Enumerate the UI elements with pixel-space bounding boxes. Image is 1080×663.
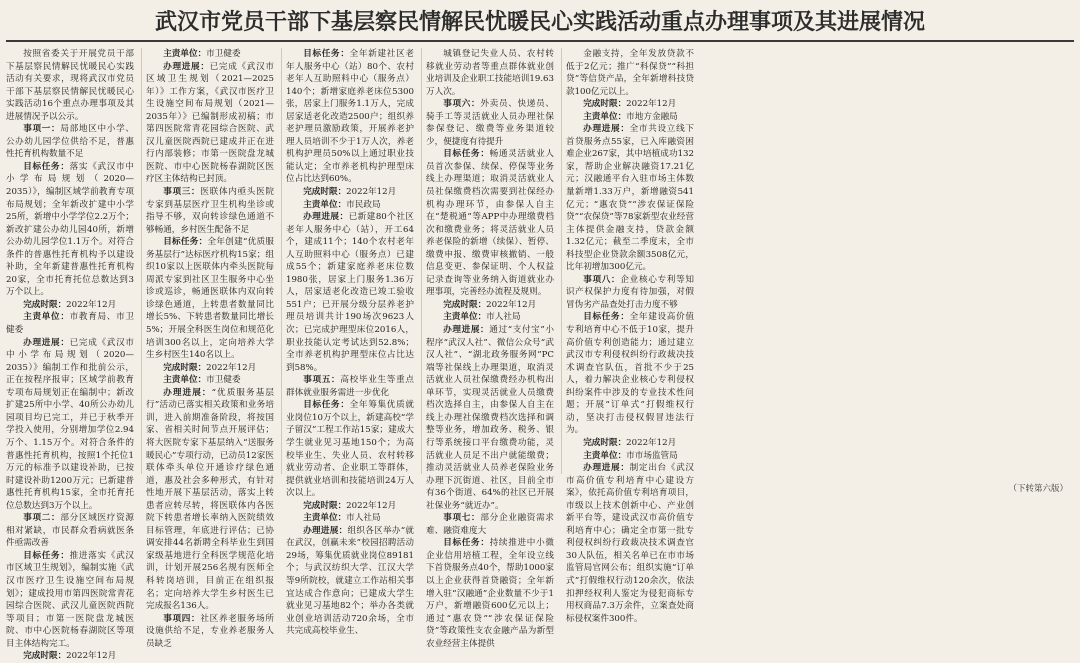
- item-label: 目标任务：: [303, 49, 350, 59]
- item-label: 办理进展：: [443, 325, 490, 336]
- item-text: 市卫健委: [206, 375, 241, 386]
- item-text: 2022年12月: [486, 299, 537, 310]
- headline-rule: [6, 40, 1074, 42]
- paragraph: [286, 186, 414, 199]
- paragraph: [6, 311, 134, 336]
- item-text: 市教育局、市卫健委: [6, 312, 134, 336]
- paragraph: [146, 236, 274, 361]
- item-text: 全年筹集优质就业岗位10万个以上，新建高校“学子留汉”工程工作站15家；建成大学生就业见习基地150个；为高校毕业生、失业人员、农村转移就业劳动者、企业职工等群体，提供就业培训和技能培训24万人次以上。: [286, 400, 414, 499]
- item-label: 办理进展：: [583, 463, 630, 474]
- paragraph: [286, 374, 414, 399]
- paragraph: [426, 311, 554, 324]
- item-text: 社区养老服务场所设施供给不足，专业养老服务人员缺乏: [146, 613, 274, 649]
- item-label: 主责单位：: [163, 375, 207, 386]
- item-text: 全市共设立线下首贷服务点55家，已入库融资困难企业267家，其中培植成功132家，帮助企业解决融资17.21亿元；汉融通平台入驻市场主体数量新增1.33万户，新增融资541亿元；“惠农贷”“涉农保证保险贷”“农保贷”等78家新型农业经营主体提供金融支持，贷款金额1.32亿元；截至二季度末，全市科技型企业贷款余额3508亿元，比年初增加300亿元。: [566, 124, 694, 273]
- item-text: 市卫健委: [206, 49, 241, 59]
- item-text: 市人社局: [346, 513, 381, 524]
- item-text: 组织各区举办“就在武汉，创赢未来”校园招聘活动29场，筹集优质就业岗位89181个；与武汉纺织大学、江汉大学等9所院校，就建立工作站相关事宜达成合作意向；已建成大学生就业见习基地82个；举办各类就业创业培训活动720余场，全市共完成高校毕业生、: [286, 525, 414, 637]
- paragraph: [146, 48, 274, 61]
- item-label: 完成时限：: [163, 362, 207, 373]
- paragraph: [146, 374, 274, 387]
- item-label: 事项二：: [23, 513, 61, 524]
- paragraph: [6, 650, 134, 663]
- paragraph: [146, 186, 274, 236]
- paragraph: [286, 399, 414, 499]
- item-label: 完成时限：: [443, 299, 487, 310]
- item-label: 事项五：: [303, 375, 341, 386]
- item-label: 目标任务：: [443, 538, 490, 549]
- item-text: 已完成《武汉市区域卫生规划（2021—2025年）》工作方案，《武汉市医疗卫生设施空间布局规划（2021—2035年）》已编制形成初稿；市第四医院常青花园综合医院、武汉儿童医院西院已建成并正在进行内部装修；市第一医院盘龙城医院、市中心医院杨春湖院区医疗区主体结构已封顶。: [146, 61, 274, 185]
- item-text: 市人社局: [486, 312, 521, 323]
- paragraph: [286, 500, 414, 513]
- item-text: 落实《武汉市中小学布局规划（2020—2035）》，编制区域学前教育专项布局规划；全年新改扩建中小学25所，新增中小学学位2.2万个；新改扩建公办幼儿园40所，新增公办幼儿园学位1.1万个。对符合条件的普惠性托育机构予以建设补助，全年新建普惠性托育机构20家，全市托育托位总数达到3万个以上。: [6, 161, 134, 298]
- article-column-1: [6, 48, 134, 662]
- item-label: 完成时限：: [583, 99, 627, 110]
- paragraph: [426, 148, 554, 299]
- paragraph: [426, 324, 554, 512]
- item-text: 高校毕业生等重点群体就业服务需进一步优化: [286, 375, 414, 398]
- item-text: 部分区域医疗资源相对紧缺，市民群众看病就医条件亟需改善: [6, 513, 134, 549]
- item-text: 部分企业融资需求难、融资难度大: [426, 513, 554, 536]
- item-text: 市地方金融局: [626, 111, 678, 122]
- item-label: 完成时限：: [583, 437, 627, 448]
- item-label: 目标任务：: [583, 312, 630, 323]
- paragraph: [146, 613, 274, 651]
- item-text: 持续推进中小微企业信用培植工程，全年设立线下首贷服务点40个，帮助1000家以上企业获得首贷融资；全年新增入驻“汉融通”企业数量不少于1万户，新增融资600亿元以上；通过“惠农贷”“涉农保证保险贷”等政策性支农金融产品为新型农业经营主体提供: [426, 538, 554, 649]
- item-text: 2022年12月: [626, 99, 677, 110]
- item-text: 外卖员、快递员、骑手工等灵活就业人员办理社保参保登记、缴费等业务渠道较少，便捷度有待提升: [426, 99, 554, 147]
- column-divider: [141, 48, 142, 474]
- item-text: 制定出台《武汉市高价值专利培育中心建设方案》，依托高价值专利培育项目，市级以上技术创新中心、产业创新平台等，建设武汉市高价值专利培育中心；确定全市第一批专利侵权纠纷行政裁决技术调查官30人队伍，相关名单已在市市场监管局官网公布；组织实施“订单式”打假维权行动120余次，依法扣押经权利人鉴定为侵犯商标专用权商品7.3万余件，立案查处商标侵权案件300件。: [566, 463, 694, 624]
- item-text: 医联体内亟头医院专家到基层医疗卫生机构坐诊或指导不够，双向转诊绿色通道不够畅通，乡村医生配备不足: [146, 187, 274, 235]
- item-label: 目标任务：: [443, 149, 490, 160]
- item-label: 办理进展：: [23, 337, 70, 348]
- column-divider: [561, 48, 562, 474]
- item-text: 全年创建“优质服务基层行”达标医疗机构15家；组织10家以上医联体内牵头医院每周派专家到社区卫生服务中心坐诊或巡诊，畅通医联体内双向转诊绿色通道，上转患者数量同比增长5%、下转患者数量同比增长5%；开展全科医生岗位和规范化培训300名以上，定向培养大学生乡村医生140名以上。: [146, 237, 274, 361]
- paragraph: [426, 48, 554, 98]
- item-label: 事项一：: [23, 124, 61, 135]
- paragraph: [566, 274, 694, 312]
- item-label: 事项八：: [583, 274, 621, 285]
- item-label: 主责单位：: [583, 450, 627, 461]
- item-label: 事项四：: [163, 613, 201, 624]
- paragraph: [566, 462, 694, 625]
- item-text: 2022年12月: [66, 651, 117, 662]
- paragraph: [426, 512, 554, 537]
- item-label: 主责单位：: [303, 199, 347, 210]
- paragraph: [6, 48, 134, 123]
- paragraph: [566, 437, 694, 450]
- item-text: 全年建设高价值专利培育中心不低于10家，提升高价值专利创造能力；通过建立武汉市专利侵权纠纷行政裁决技术调查官队伍，首批不少于25人，着力解决企业核心专利侵权纠纷案件中涉及的专业技术性问题；开展“订单式”打假维权行动，坚决打击侵权假冒违法行为。: [566, 312, 694, 436]
- item-label: 目标任务：: [23, 161, 70, 172]
- item-text: 企业核心专利等知识产权保护力度有待加强，对假冒伪劣产品查处打击力度不够: [566, 274, 694, 310]
- article-column-4: [426, 48, 554, 649]
- paragraph: [286, 211, 414, 374]
- item-text: 全年新建社区老年人服务中心（站）80个、农村老年人互助照料中心（服务点）140个；新增家庭养老床位5300张，居家上门服务1.1万人，完成居家适老化改造2500户；组织养老护理员激励政策，开展养老护理人员培训不少于1万人次，养老机构护理员50%以上通过职业技能认定；全市养老机构护理型床位占比达到60%。: [286, 49, 414, 185]
- item-label: 事项六：: [443, 99, 481, 110]
- paragraph: [426, 98, 554, 148]
- item-text: 已完成《武汉市中小学布局规划（2020—2035）》编制工作和批前公示，正在按程序报审；区域学前教育专项布局规划正在编制中；新改扩建25所中小学、40所公办幼儿园项目均已完工，并已于秋季开学投入使用，分别增加学位2.94万个、1.15万个。对符合条件的普惠性托育机构，按照1个托位1万元的标准予以建设补助，已按时建设补助1200万元；已新建普惠性托育机构15家，全市托育托位总数达到3万个以上。: [6, 337, 134, 511]
- item-label: 主责单位：: [303, 513, 347, 524]
- item-text: 2022年12月: [346, 187, 397, 198]
- paragraph: [6, 337, 134, 513]
- column-divider: [281, 48, 282, 474]
- item-label: 完成时限：: [303, 187, 347, 198]
- item-label: 目标任务：: [23, 550, 70, 561]
- item-text: 2022年12月: [346, 500, 397, 511]
- item-text: “优质服务基层行”活动已落实相关政策和业务培训，进入前期准备阶段，将按国家、省相关时间节点开展评估；将大医院专家下基层纳入“送服务暖民心”专项行动，已动员12家医联体牵头单位开通诊疗绿色通道，惠及社会多种形式，有针对性地开展下基层活动，落实上转患者应转尽转，将医联体内各医院下转患者增长率纳入医院绩效目标管理，年底进行评估；已协调安排44名新聘全科毕业生到国家级基地进行全科医学规范化培训，计划开展256名规有医师全科转岗培训，目前正在组织报名；定向培养大学生乡村医生已完成报名136人。: [146, 387, 274, 612]
- paragraph: [286, 48, 414, 186]
- item-text: 推进落实《武汉市区域卫生规划》，编制实施《武汉市医疗卫生设施空间布局规划》；建成投用市第四医院常青花园综合医院、武汉儿童医院西院等项目；市第一医院盘龙城医院、市中心医院杨春湖院区等项目主体结构完工。: [6, 550, 134, 649]
- paragraph: [426, 299, 554, 312]
- paragraph: [566, 98, 694, 111]
- paragraph: [6, 123, 134, 161]
- item-text: 城镇登记失业人员、农村转移就业劳动者等重点群体就业创业培训及企业职工技能培训19.63万人次。: [426, 49, 554, 97]
- item-label: 办理进展：: [163, 387, 212, 398]
- item-text: 2022年12月: [206, 362, 257, 373]
- item-label: 目标任务：: [163, 237, 208, 248]
- paragraph: [566, 48, 694, 98]
- item-text: 2022年12月: [66, 299, 117, 310]
- paragraph: [286, 512, 414, 525]
- item-label: 完成时限：: [23, 651, 67, 662]
- item-text: 市市场监管局: [626, 450, 678, 461]
- article-column-3: [286, 48, 414, 637]
- item-label: 事项三：: [163, 187, 201, 198]
- page-title: 武汉市党员干部下基层察民情解民忧暖民心实践活动重点办理事项及其进展情况: [154, 9, 925, 35]
- item-label: 办理进展：: [303, 212, 349, 223]
- paragraph: [6, 550, 134, 650]
- paragraph: [146, 362, 274, 375]
- paragraph: [566, 311, 694, 436]
- item-label: 事项七：: [443, 513, 481, 524]
- item-label: 办理进展：: [583, 124, 630, 135]
- item-label: 主责单位：: [443, 312, 487, 323]
- item-label: 主责单位：: [23, 312, 70, 323]
- paragraph: [566, 450, 694, 463]
- item-text: 市民政局: [346, 199, 381, 210]
- item-label: 完成时限：: [303, 500, 347, 511]
- paragraph: [426, 537, 554, 650]
- item-text: 按照省委关于开展党员干部下基层察民情解民忧暖民心实践活动有关要求，现将武汉市党员干部下基层察民情解民忧暖民心实践活动16个重点办理事项及其进展情况予以公示。: [6, 49, 134, 122]
- column-divider: [421, 48, 422, 474]
- item-text: 局部地区中小学、公办幼儿园学位供给不足，普惠性托育机构数量不足: [6, 124, 134, 160]
- paragraph: [6, 299, 134, 312]
- paragraph: [146, 387, 274, 613]
- item-label: 办理进展：: [303, 525, 348, 536]
- article-column-2: [146, 48, 274, 649]
- item-label: 办理进展：: [163, 61, 210, 72]
- paragraph: [6, 161, 134, 299]
- paragraph: [566, 123, 694, 274]
- item-text: 畅通灵活就业人员首次参保、续保、停保等业务线上办理渠道；取消灵活就业人员社保缴费档次需要到社保经办机构办理环节，由参保人自主在“楚税通”等APP中办理缴费档次和缴费业务；将灵活就业人员养老保险的新增（续保）、暂停、缴费申报、缴费审核撤销、一般信息变更、参保证明、个人权益记录查询等业务纳入街道就业办理事项，完善经办流程及规则。: [426, 149, 554, 298]
- item-text: 已新建80个社区老年人服务中心（站），开工64个，建成11个；140个农村老年人互助照料中心（服务点）已建成55个；新建家庭养老床位数1980张，居家上门服务1.36万人，居家适老化改造已竣工验收551户；已开展分级分层养老护理员培训共计190场次9623人次；已完成护理型床位2016人，职业技能认定考试达到52.8%；全市养老机构护理型床位占比达到58%。: [286, 212, 414, 373]
- paragraph: [286, 525, 414, 638]
- paragraph: [6, 512, 134, 550]
- item-label: 目标任务：: [303, 400, 350, 411]
- paragraph: [146, 61, 274, 186]
- item-label: 主责单位：: [583, 111, 627, 122]
- paragraph: [566, 111, 694, 124]
- paragraph: [286, 199, 414, 212]
- item-text: 2022年12月: [626, 437, 677, 448]
- continuation-note: （下转第六版）: [1008, 484, 1068, 494]
- item-text: 金融支持，全年发放贷款不低于2亿元；推广“科保贷”“科担贷”等信贷产品，全年新增科技贷款100亿元以上。: [566, 49, 694, 97]
- item-label: 完成时限：: [23, 299, 67, 310]
- item-label: 主责单位：: [163, 49, 207, 59]
- item-text: 通过“支付宝”小程序“武汉人社”、微信公众号“武汉人社”、“湖北政务服务网”PC端等社保线上办理渠道，取消灵活就业人员社保缴费经办机构出单环节，实现灵活就业人员缴费档次选择自主，由参保人自主在线上办理社保缴费档次选择和调整等业务，增加政务、税务、银行等系统接口平台缴费功能，灵活就业人员足不出户就能缴费；推动灵活就业人员养老保险业务办理下沉街道、社区，目前全市有36个街道、64%的社区已开展社保业务“就近办”。: [426, 325, 554, 511]
- article-column-5: [566, 48, 694, 624]
